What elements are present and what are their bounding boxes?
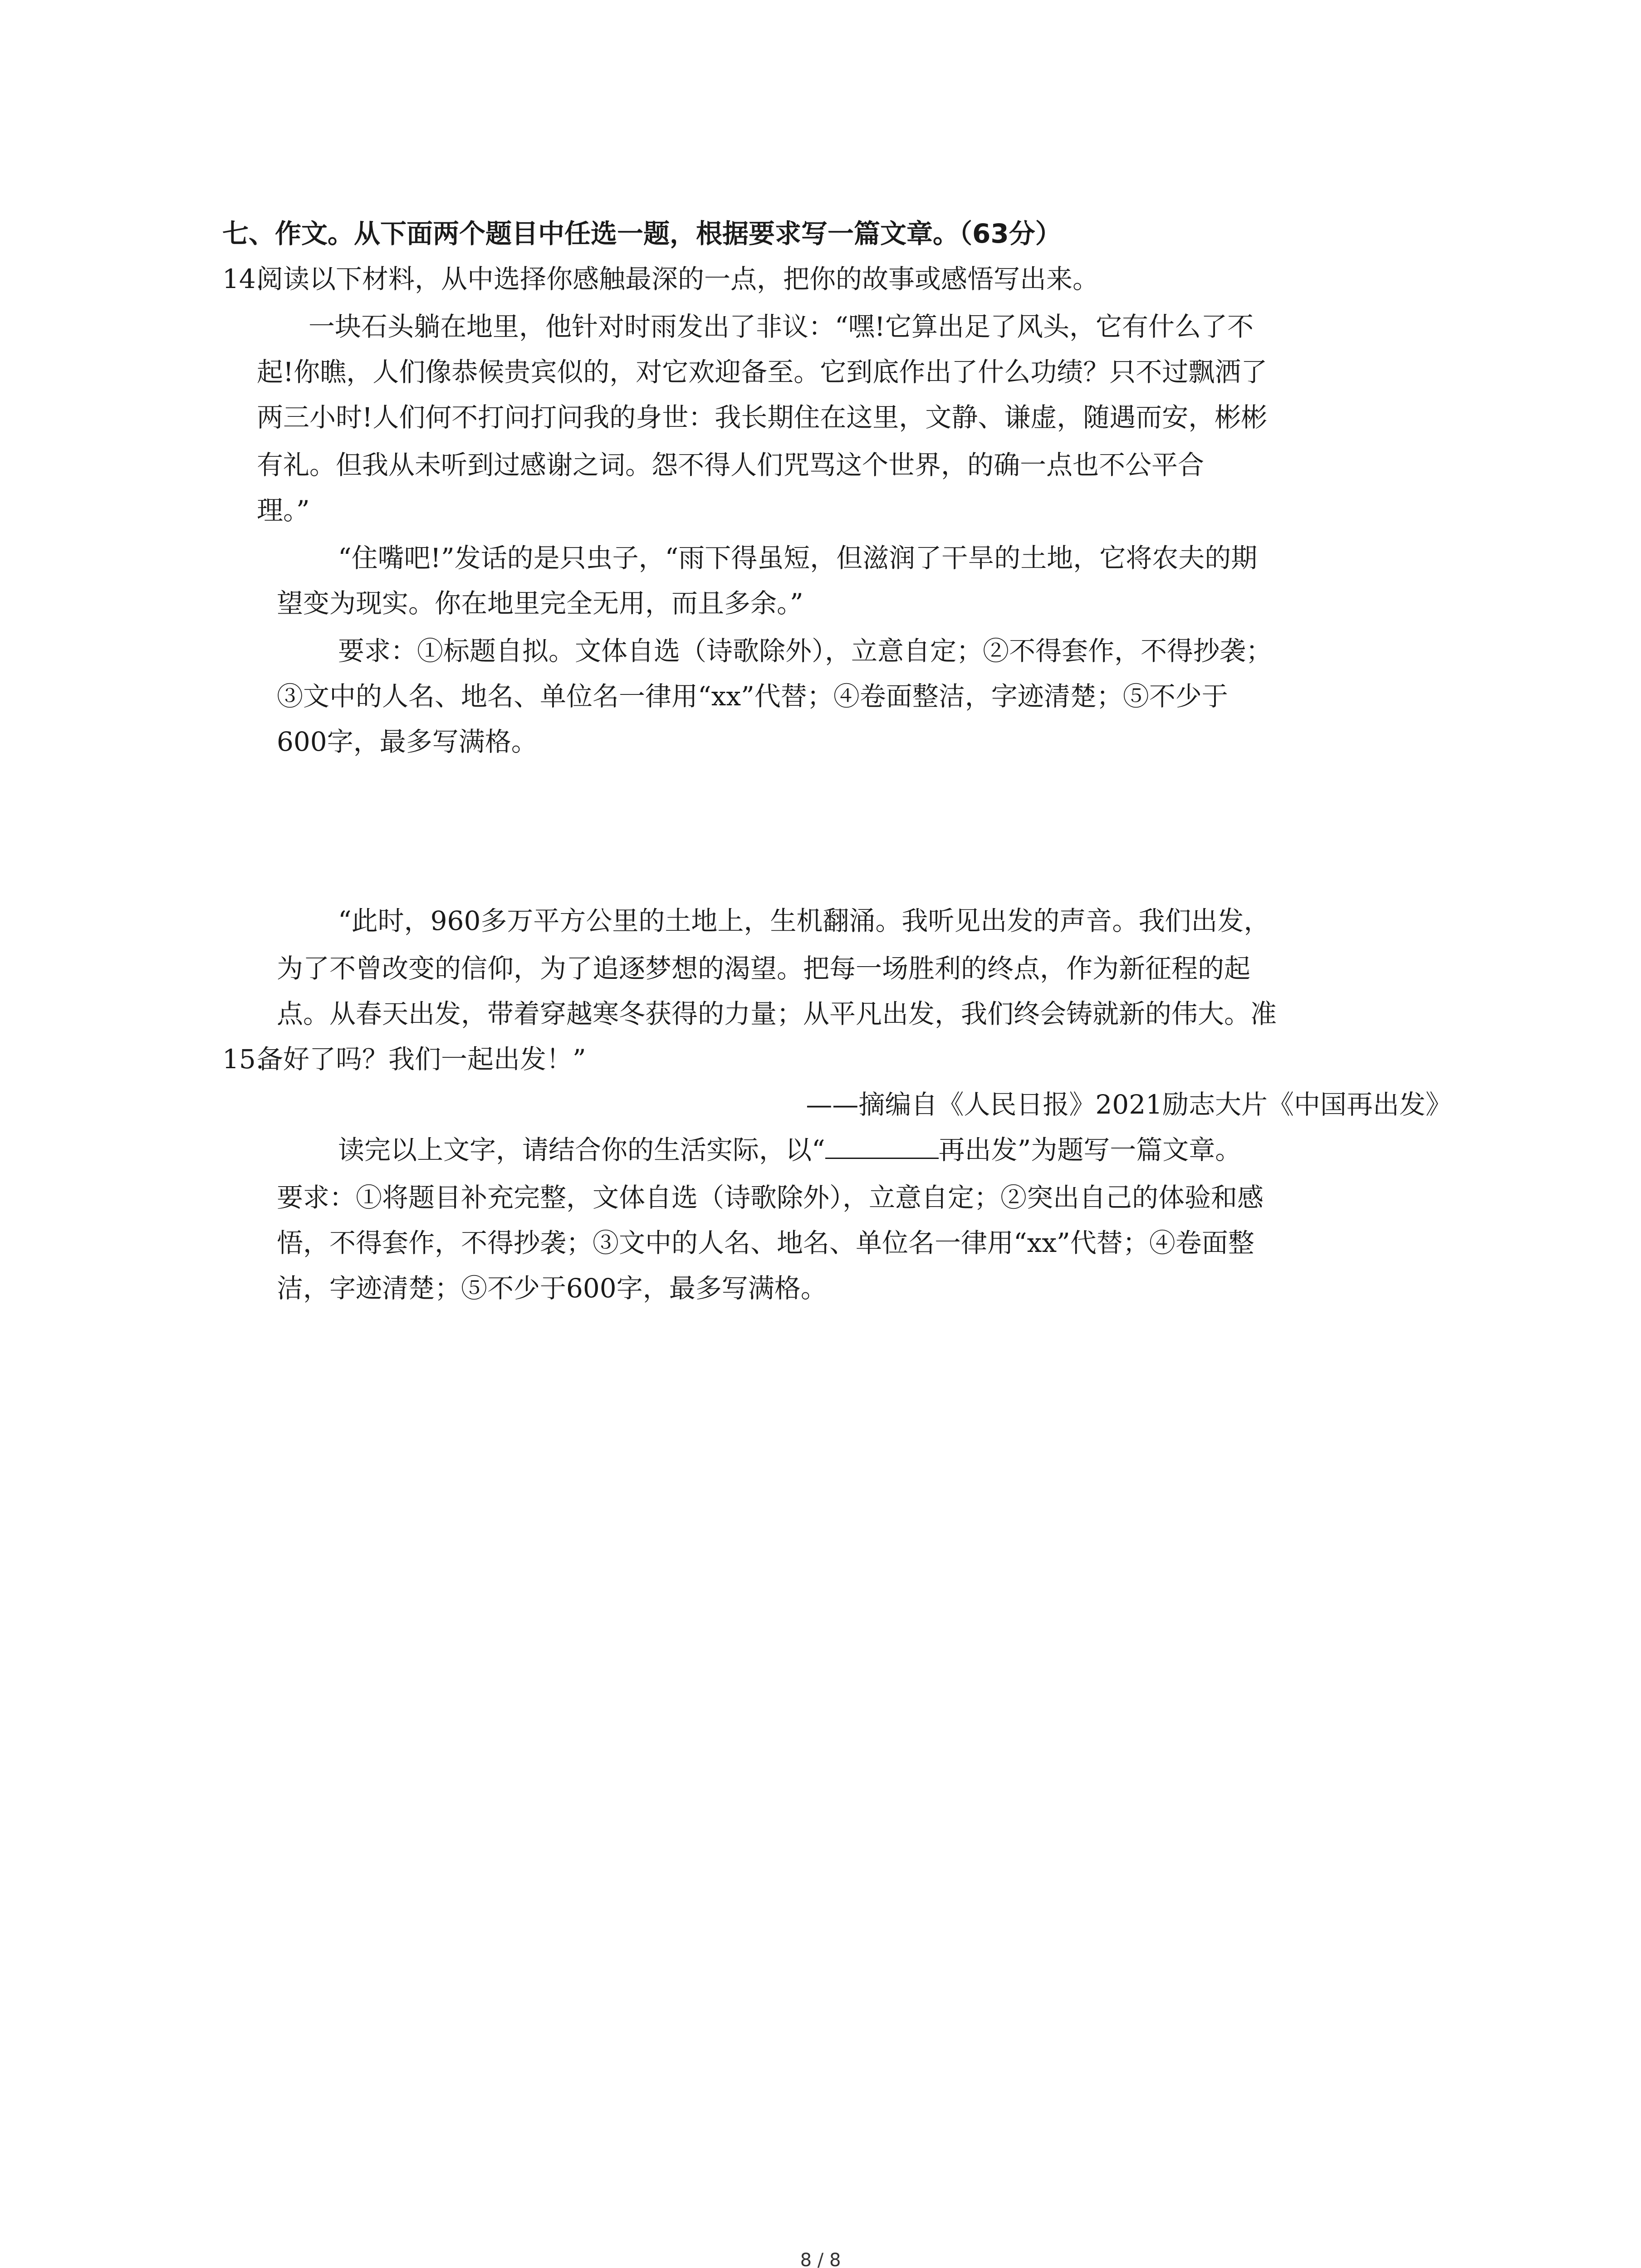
question-15-number: 15. xyxy=(222,1044,265,1075)
q15-source: ——摘编自《人民日报》2021励志大片《中国再出发》 xyxy=(806,1089,1452,1120)
q14-passage-line: 一块石头躺在地里，他针对时雨发出了非议：“嘿!它算出足了风头，它有什么了不 xyxy=(309,311,1254,342)
section-heading: 七、作文。从下面两个题目中任选一题，根据要求写一篇文章。（63分） xyxy=(222,218,1062,249)
question-14-prompt xyxy=(222,261,1099,297)
question-14-number: 14. xyxy=(222,264,265,294)
q15-requirements-line: 要求：①将题目补充完整，文体自选（诗歌除外），立意自定；②突出自己的体验和感 xyxy=(277,1182,1264,1213)
q15-quote-line: 备好了吗？我们一起出发！” xyxy=(257,1044,586,1075)
q15-requirements-line: 洁，字迹清楚；⑤不少于600字，最多写满格。 xyxy=(277,1273,827,1304)
q15-instruction-before: 读完以上文字，请结合你的生活实际，以“ xyxy=(338,1134,825,1165)
q14-requirements-line: 600字，最多写满格。 xyxy=(277,726,538,757)
question-15-line xyxy=(222,1041,586,1077)
q15-requirements-line: 悟，不得套作，不得抄袭；③文中的人名、地名、单位名一律用“xx”代替；④卷面整 xyxy=(277,1227,1254,1258)
q15-quote-line: “此时，960多万平方公里的土地上，生机翻涌。我听见出发的声音。我们出发， xyxy=(338,905,1270,936)
q15-instruction xyxy=(338,1132,1241,1168)
q14-requirements-line: 要求：①标题自拟。文体自选（诗歌除外），立意自定；②不得套作，不得抄袭； xyxy=(338,635,1273,666)
q14-passage-line: 起!你瞧，人们像恭候贵宾似的，对它欢迎备至。它到底作出了什么功绩？只不过飘洒了 xyxy=(257,357,1268,387)
q14-passage-line: 两三小时!人们何不打问打问我的身世：我长期住在这里，文静、谦虚，随遇而安，彬彬 xyxy=(257,402,1268,433)
page-number: 8 / 8 xyxy=(800,2250,841,2268)
q15-quote-line: 为了不曾改变的信仰，为了追逐梦想的渴望。把每一场胜利的终点，作为新征程的起 xyxy=(277,953,1251,984)
q14-passage-line: 望变为现实。你在地里完全无用，而且多余。” xyxy=(277,588,803,619)
q15-instruction-after: 再出发”为题写一篇文章。 xyxy=(938,1134,1242,1165)
q14-requirements-line: ③文中的人名、地名、单位名一律用“xx”代替；④卷面整洁，字迹清楚；⑤不少于 xyxy=(277,681,1228,712)
q14-passage-line: 理。” xyxy=(257,495,310,526)
q14-passage-line: 有礼。但我从未听到过感谢之词。怨不得人们咒骂这个世界，的确一点也不公平合 xyxy=(257,450,1205,480)
title-blank xyxy=(825,1132,939,1159)
question-14-prompt-text: 阅读以下材料，从中选择你感触最深的一点，把你的故事或感悟写出来。 xyxy=(257,264,1099,294)
q15-quote-line: 点。从春天出发，带着穿越寒冬获得的力量；从平凡出发，我们终会铸就新的伟大。准 xyxy=(277,998,1277,1029)
q14-passage-line: “住嘴吧!”发话的是只虫子，“雨下得虽短，但滋润了干旱的土地，它将农夫的期 xyxy=(338,543,1258,573)
